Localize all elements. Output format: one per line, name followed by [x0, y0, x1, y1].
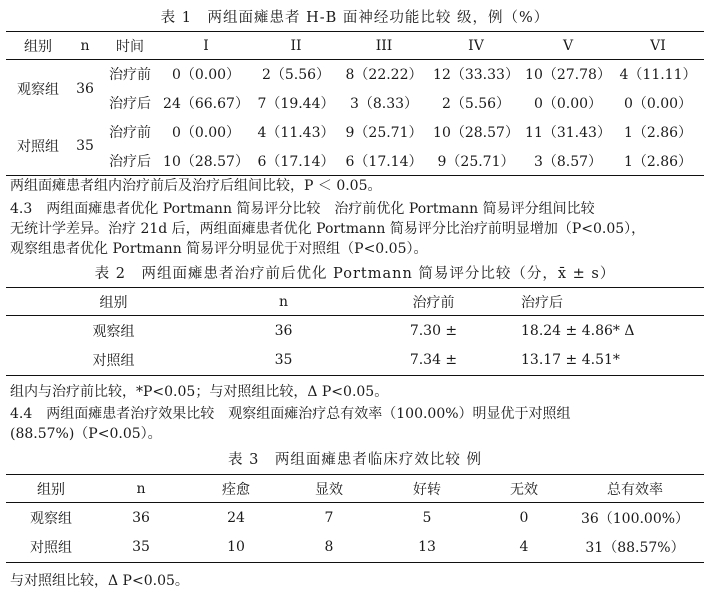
table1-cell: 2（5.56） [261, 67, 331, 84]
table3-header-group: 组别 [37, 481, 65, 498]
table1-cell: 0（0.00） [623, 96, 693, 112]
table3-header-n: n [136, 480, 146, 497]
table1-cell: 7（19.44） [257, 96, 335, 112]
table1-group-name: 对照组 [17, 139, 59, 156]
table3-cured: 10 [227, 539, 245, 556]
table-row [6, 89, 704, 118]
table2-note: 组内与治疗前比较，*P<0.05；与对照组比较，Δ P<0.05。 [10, 384, 389, 400]
table3 [6, 474, 704, 563]
table3-header-invalid: 无效 [510, 481, 538, 498]
table1-group-name: 观察组 [17, 81, 59, 98]
table1-cell: 1（2.86） [623, 125, 693, 141]
table2-group: 观察组 [92, 323, 135, 340]
table-row [6, 346, 704, 376]
table1-cell: 10（28.57） [163, 153, 249, 170]
table3-invalid: 0 [519, 509, 529, 526]
table3-improved: 13 [418, 539, 436, 556]
table1-header-grade: II [290, 37, 302, 54]
table-row [6, 316, 704, 346]
table1-cell: 2（5.56） [441, 96, 511, 112]
table1-cell: 3（8.57） [533, 153, 603, 170]
table-row [6, 503, 704, 533]
table1-cell: 8（22.22） [345, 67, 423, 84]
table2-after: 13.17 ± 4.51* [521, 352, 620, 369]
table1-note: 两组面瘫患者组内治疗前后及治疗后组间比较，P ＜ 0.05。 [10, 178, 382, 194]
table1-cell: 6（17.14） [257, 153, 335, 170]
table3-note: 与对照组比较，Δ P<0.05。 [10, 573, 189, 589]
table1-header-group: 组别 [24, 38, 52, 55]
table2-n: 35 [274, 352, 293, 369]
table1-cell: 9（25.71） [437, 153, 515, 170]
table1-header-grade: I [203, 37, 209, 54]
table1-header-grade: V [562, 37, 574, 54]
table1-cell: 3（8.33） [349, 96, 419, 112]
table3-cured: 24 [227, 509, 245, 526]
table-row [6, 118, 704, 147]
table1-cell: 0（0.00） [171, 67, 241, 84]
table1-cell: 4（11.11） [619, 67, 697, 84]
table2-caption: 表 2 两组面瘫患者治疗前后优化 Portmann 简易评分比较（分，x̄ ± s） [94, 266, 616, 282]
table2-before: 7.34 ± [409, 352, 458, 369]
table2-n: 36 [274, 322, 293, 339]
table1-cell: 0（0.00） [171, 125, 241, 141]
table3-n: 35 [132, 539, 150, 556]
table1-header-n: n [80, 37, 90, 54]
table3-total: 31（88.57%） [585, 540, 685, 557]
table2 [6, 287, 704, 376]
table2-group: 对照组 [92, 353, 135, 370]
section43-line3: 观察组患者优化 Portmann 简易评分明显优于对照组（P<0.05）。 [10, 241, 428, 257]
table1-header-grade: VI [650, 37, 666, 54]
table2-header-n: n [278, 293, 289, 310]
table2-before: 7.30 ± [409, 322, 458, 339]
table1-time: 治疗前 [109, 67, 151, 84]
table3-marked: 7 [324, 509, 334, 526]
table1 [6, 31, 704, 176]
table1-cell: 12（33.33） [433, 67, 519, 84]
table3-caption: 表 3 两组面瘫患者临床疗效比较 例 [228, 452, 482, 468]
table1-header-grade: IV [468, 37, 484, 54]
section43-line1: 4.3 两组面瘫患者优化 Portmann 简易评分比较 治疗前优化 Portmann 简易评分组间比较 [10, 201, 595, 217]
table1-cell: 9（25.71） [345, 125, 423, 141]
table1-group-n: 36 [76, 80, 94, 97]
table1-caption: 表 1 两组面瘫患者 H-B 面神经功能比较 级，例（%） [160, 10, 550, 26]
table1-cell: 0（0.00） [533, 96, 603, 112]
table2-header-row [6, 288, 704, 316]
table1-cell: 10（28.57） [433, 125, 519, 141]
table3-group: 对照组 [30, 540, 72, 557]
table1-time: 治疗后 [109, 153, 151, 170]
table3-n: 36 [132, 509, 150, 526]
table2-header-after: 治疗后 [521, 294, 563, 311]
table-row [6, 60, 704, 89]
table3-group: 观察组 [30, 510, 72, 527]
table3-header-improved: 好转 [413, 481, 441, 498]
table3-header-cured: 痊愈 [222, 481, 250, 498]
section43-line2: 无统计学差异。治疗 21d 后，两组面瘫患者优化 Portmann 简易评分比治疗前明显增加（P<0.05）， [10, 221, 646, 237]
table1-cell: 4（11.43） [257, 125, 335, 141]
table2-header-group: 组别 [99, 294, 128, 311]
table1-cell: 24（66.67） [163, 96, 249, 112]
table1-time: 治疗后 [109, 96, 151, 112]
table1-time: 治疗前 [109, 125, 151, 141]
table1-cell: 6（17.14） [345, 153, 423, 170]
table3-header-total: 总有效率 [607, 481, 663, 498]
table-row [6, 147, 704, 176]
table1-cell: 1（2.86） [623, 153, 693, 170]
section44-line1: 4.4 两组面瘫患者治疗效果比较 观察组面瘫治疗总有效率（100.00%）明显优于对照组 [10, 406, 571, 422]
table3-improved: 5 [422, 509, 432, 526]
table2-after: 18.24 ± 4.86* Δ [521, 322, 635, 339]
table2-header-before: 治疗前 [412, 294, 455, 311]
table3-header-marked: 显效 [315, 481, 343, 498]
table1-group-n: 35 [76, 138, 94, 155]
section44-line2: (88.57%)（P<0.05）。 [10, 426, 162, 442]
table3-invalid: 4 [519, 539, 529, 556]
table1-cell: 11（31.43） [525, 125, 611, 141]
table3-header-row [6, 475, 704, 503]
table-row [6, 533, 704, 563]
table1-header-row [6, 32, 704, 60]
table3-marked: 8 [324, 539, 334, 556]
table3-total: 36（100.00%） [580, 510, 690, 527]
table1-header-grade: III [375, 37, 393, 54]
table1-header-time: 时间 [116, 38, 144, 55]
table1-cell: 10（27.78） [525, 67, 611, 84]
